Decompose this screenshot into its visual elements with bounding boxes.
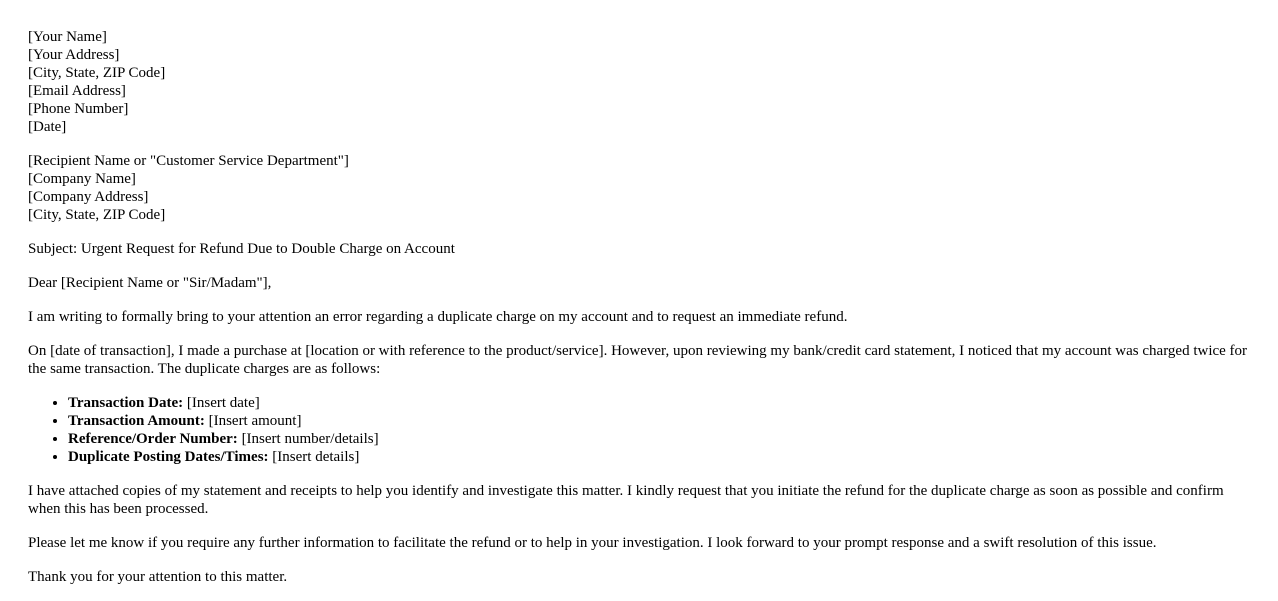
- list-item: [68, 448, 1250, 466]
- recipient-city-state-zip: [City, State, ZIP Code]: [28, 207, 166, 223]
- recipient-address-block: [28, 152, 1250, 224]
- paragraph-attached: I have attached copies of my statement and receipts to help you identify and investigate this matter. I kindly request that you initiate the refund for the duplicate charge as soon as possible and confirm when this has been processed.: [28, 483, 1224, 517]
- list-item: [68, 430, 1250, 448]
- charge-value: [Insert amount]: [204, 413, 302, 429]
- sender-email: [Email Address]: [28, 83, 126, 99]
- charges-list: [28, 394, 1250, 466]
- charge-value: [Insert details]: [268, 449, 360, 465]
- paragraph-details: On [date of transaction], I made a purchase at [location or with reference to the product/service]. However, upon reviewing my bank/credit card statement, I noticed that my account was charged twice for the same transaction. The duplicate charges are as follows:: [28, 343, 1248, 377]
- charge-term: Transaction Amount:: [68, 413, 205, 429]
- paragraph-further: Please let me know if you require any further information to facilitate the refund or to help in your investigation. I look forward to your prompt response and a swift resolution of this issue.: [28, 535, 1157, 551]
- charge-term: Duplicate Posting Dates/Times:: [68, 449, 269, 465]
- sender-name: [Your Name]: [28, 29, 107, 45]
- recipient-company-address: [Company Address]: [28, 189, 149, 205]
- sender-address-block: [28, 28, 1250, 136]
- charge-value: [Insert number/details]: [237, 431, 379, 447]
- sender-city-state-zip: [City, State, ZIP Code]: [28, 65, 166, 81]
- charge-term: Reference/Order Number:: [68, 431, 238, 447]
- list-item: [68, 394, 1250, 412]
- sender-address: [Your Address]: [28, 47, 120, 63]
- paragraph-thanks: Thank you for your attention to this matter.: [28, 569, 288, 585]
- greeting: Dear [Recipient Name or "Sir/Madam"],: [28, 275, 272, 291]
- recipient-name: [Recipient Name or "Customer Service Department"]: [28, 153, 349, 169]
- paragraph-intro: I am writing to formally bring to your attention an error regarding a duplicate charge on my account and to request an immediate refund.: [28, 309, 848, 325]
- letter-date: [Date]: [28, 119, 67, 135]
- list-item: [68, 412, 1250, 430]
- recipient-company: [Company Name]: [28, 171, 136, 187]
- subject-line: Subject: Urgent Request for Refund Due to Double Charge on Account: [28, 241, 455, 257]
- charge-term: Transaction Date:: [68, 395, 184, 411]
- sender-phone: [Phone Number]: [28, 101, 129, 117]
- charge-value: [Insert date]: [183, 395, 260, 411]
